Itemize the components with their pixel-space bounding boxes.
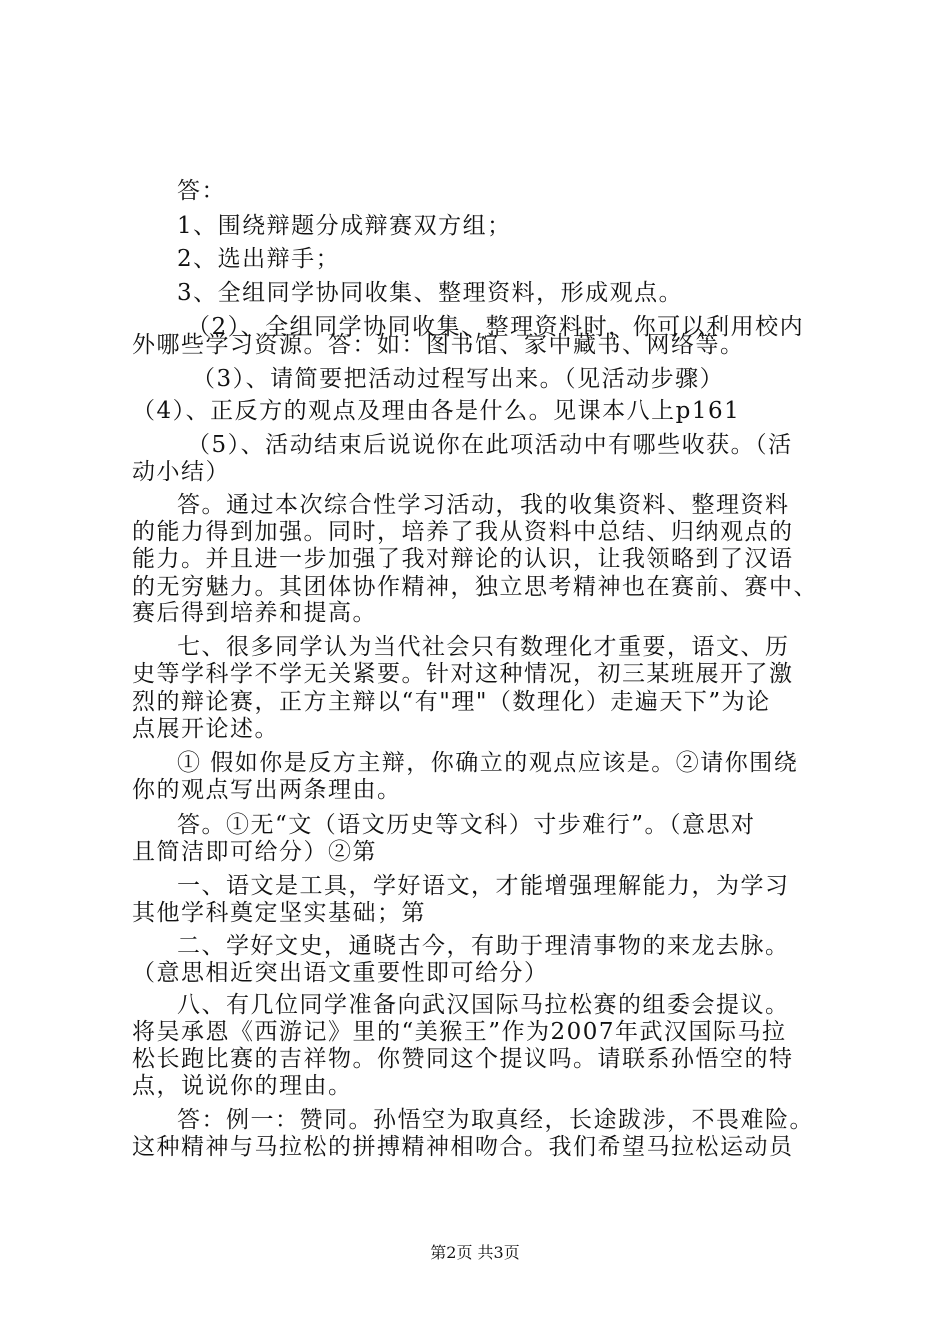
text-line: 烈的辩论赛，正方主辩以“有"理"（数理化）走遍天下”为论: [132, 689, 771, 715]
text-line: 答：例一：赞同。孙悟空为取真经，长途跋涉，不畏难险。: [177, 1107, 814, 1133]
text-line: 答：: [177, 178, 226, 204]
text-line: （意思相近突出语文重要性即可给分）: [132, 960, 549, 986]
text-line: 八、有几位同学准备向武汉国际马拉松赛的组委会提议。: [177, 992, 790, 1018]
text-line: 外哪些学习资源。答：如：图书馆、家中藏书、网络等。: [132, 332, 745, 358]
text-line: （5）、活动结束后说说你在此项活动中有哪些收获。（活: [187, 432, 793, 458]
text-line: 这种精神与马拉松的拼搏精神相吻合。我们希望马拉松运动员: [132, 1134, 794, 1160]
text-line: 答。①无“文（语文历史等文科）寸步难行”。（意思对: [177, 812, 756, 838]
text-line: 二、学好文史，通晓古今，有助于理清事物的来龙去脉。: [177, 933, 790, 959]
text-line: ① 假如你是反方主辩，你确立的观点应该是。②请你围绕: [177, 750, 799, 776]
text-line: 史等学科学不学无关紧要。针对这种情况，初三某班展开了激: [132, 661, 794, 687]
text-line: 其他学科奠定坚实基础；第: [132, 900, 426, 926]
page-footer: 第2页 共3页: [430, 1243, 520, 1262]
text-line: 你的观点写出两条理由。: [132, 777, 402, 803]
text-line: （4）、正反方的观点及理由各是什么。见课本八上p161: [132, 398, 741, 424]
text-line: （2）、全组同学协同收集、整理资料时，你可以利用校内: [187, 314, 805, 340]
text-line: 2、选出辩手；: [177, 246, 341, 272]
text-line: 3、全组同学协同收集、整理资料，形成观点。: [177, 280, 684, 306]
text-line: 七、很多同学认为当代社会只有数理化才重要，语文、历: [177, 634, 790, 660]
text-line: 点，说说你的理由。: [132, 1073, 353, 1099]
text-line: 赛后得到培养和提高。: [132, 600, 377, 626]
text-line: 1、围绕辩题分成辩赛双方组；: [177, 213, 512, 239]
text-line: 动小结）: [132, 459, 230, 485]
text-line: 答。通过本次综合性学习活动，我的收集资料、整理资料: [177, 492, 790, 518]
text-line: （3）、请简要把活动过程写出来。（见活动步骤）: [192, 366, 725, 392]
text-line: 且简洁即可给分）②第: [132, 839, 377, 865]
text-line: 将吴承恩《西游记》里的“美猴王”作为2007年武汉国际马拉: [132, 1019, 787, 1045]
text-line: 点展开论述。: [132, 716, 279, 742]
text-line: 松长跑比赛的吉祥物。你赞同这个提议吗。请联系孙悟空的特: [132, 1046, 794, 1072]
text-line: 能力。并且进一步加强了我对辩论的认识，让我领略到了汉语: [132, 546, 794, 572]
text-line: 一、语文是工具，学好语文，才能增强理解能力，为学习: [177, 873, 790, 899]
text-line: 的能力得到加强。同时，培养了我从资料中总结、归纳观点的: [132, 519, 794, 545]
text-line: 的无穷魅力。其团体协作精神，独立思考精神也在赛前、赛中、: [132, 574, 818, 600]
